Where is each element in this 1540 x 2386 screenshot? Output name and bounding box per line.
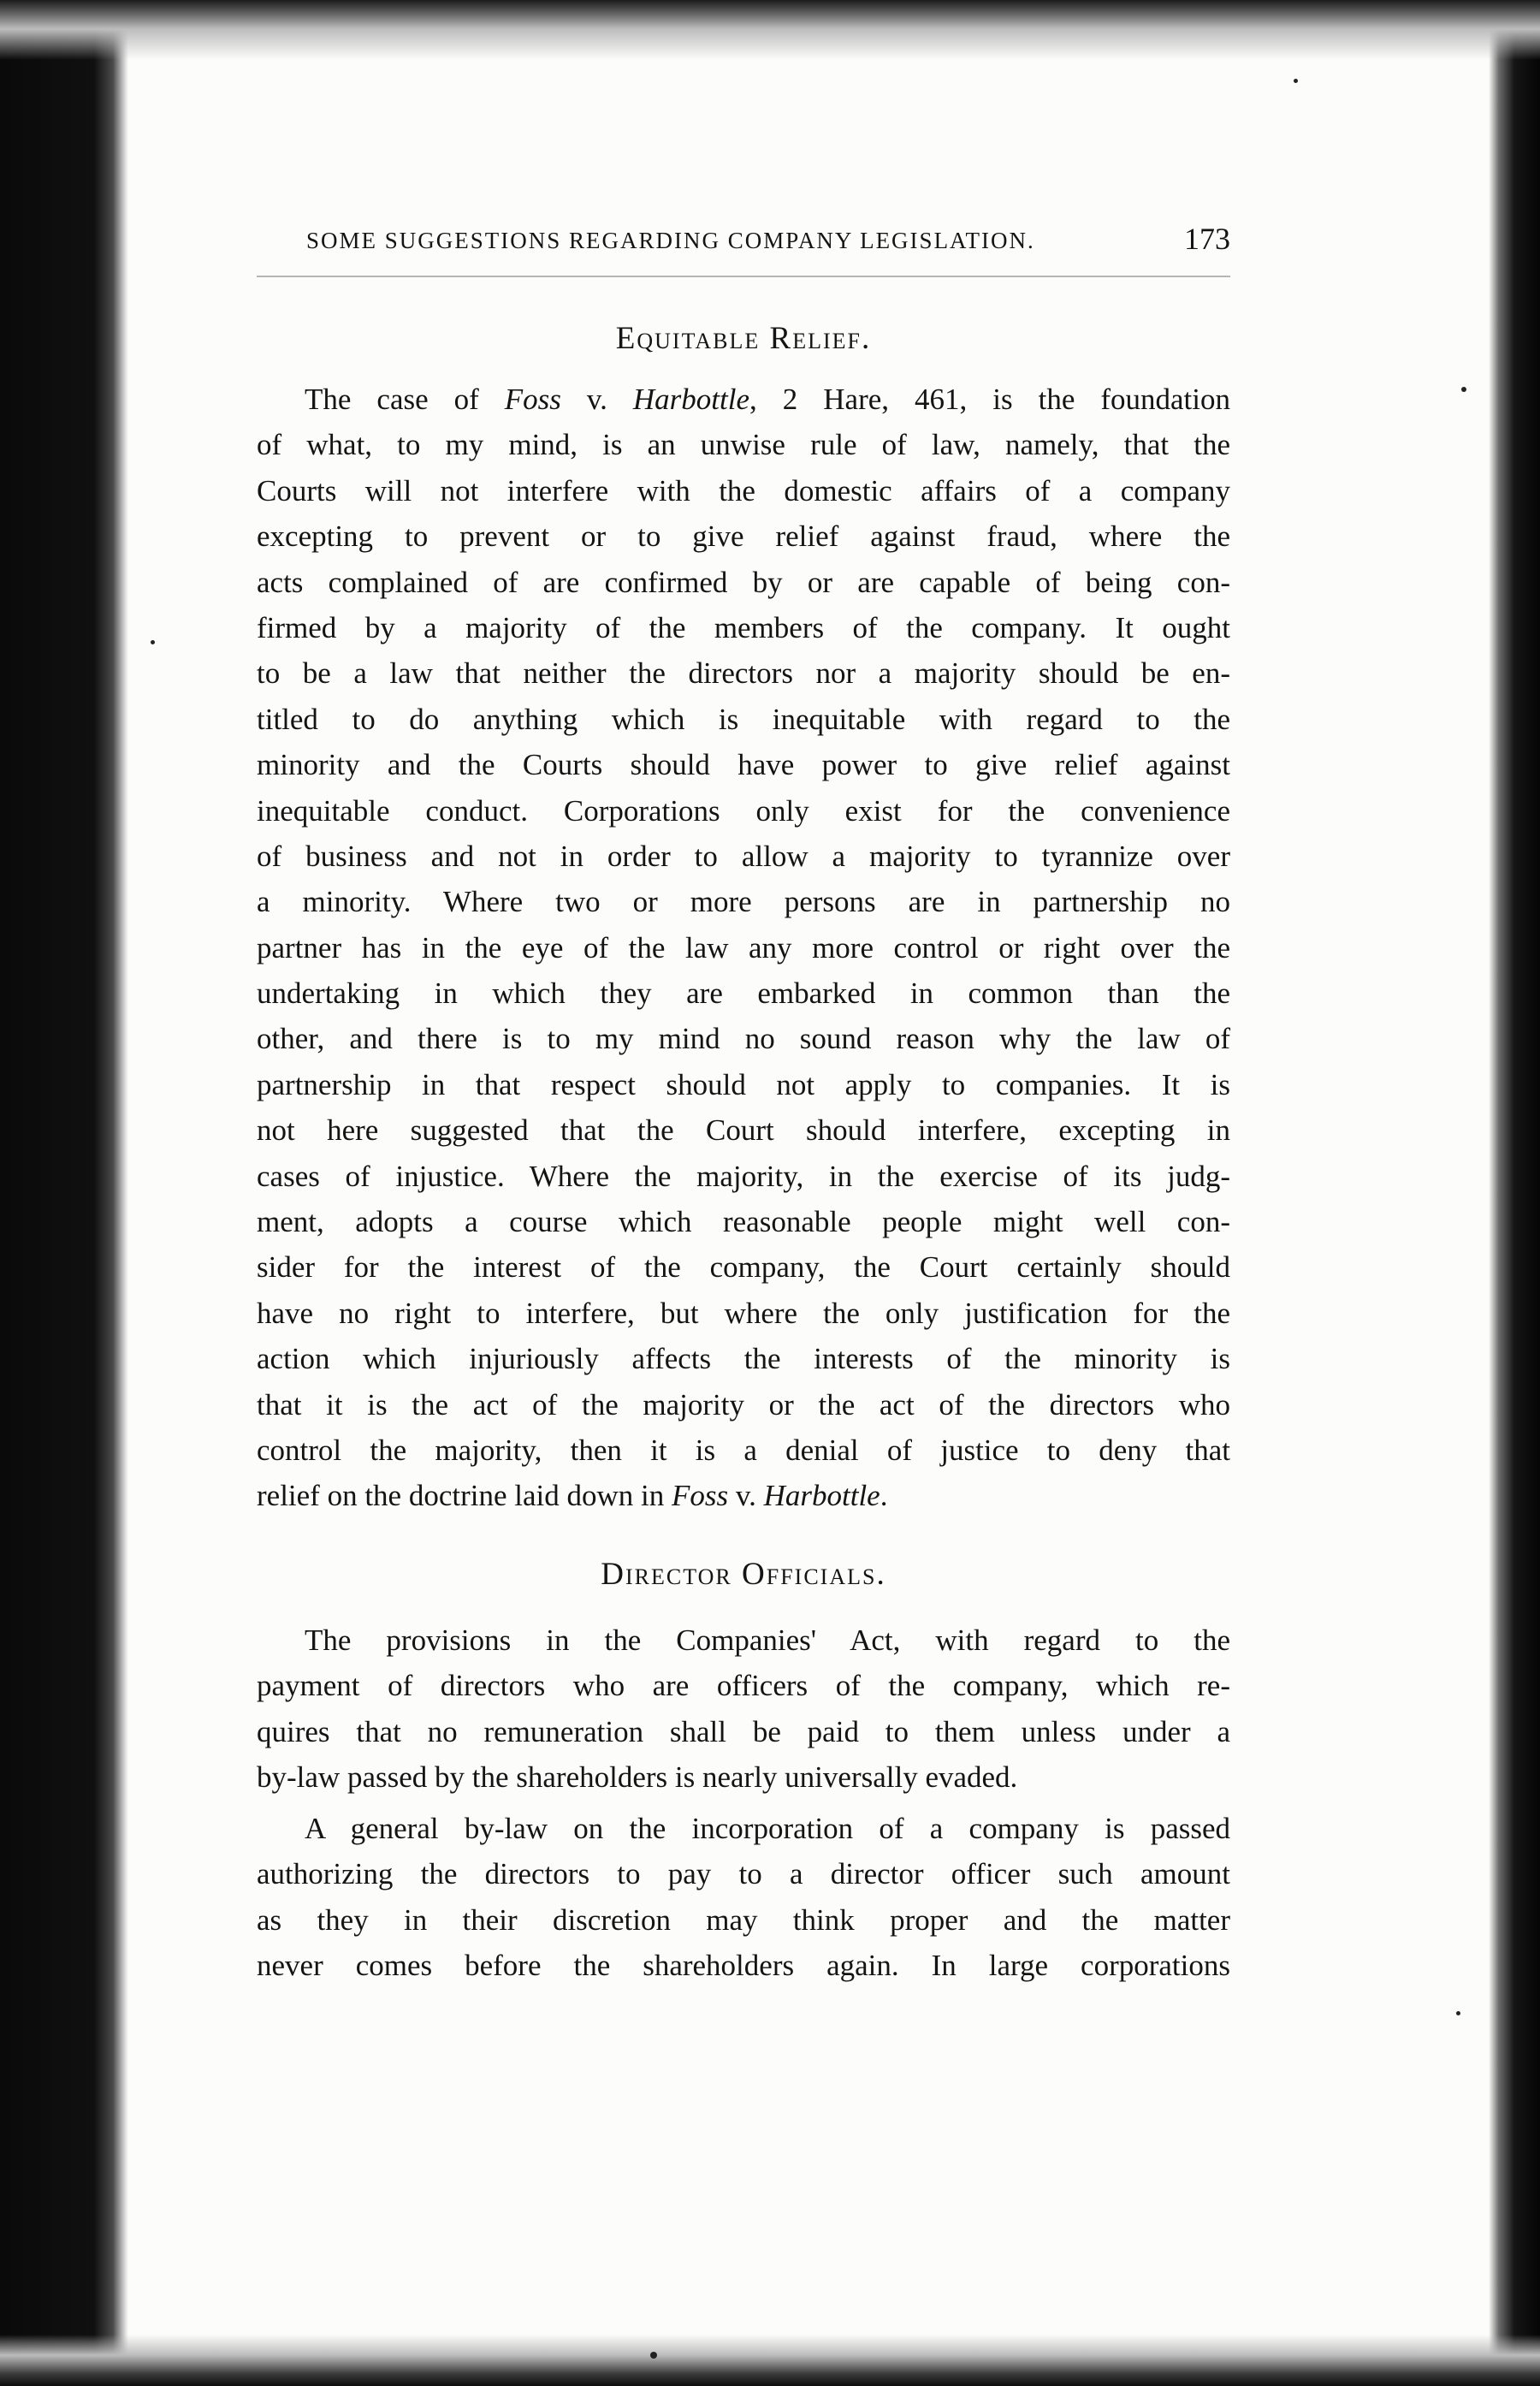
section2-paragraph-2 — [257, 1806, 1230, 1989]
text-line: by-law passed by the shareholders is nearly universally evaded. — [257, 1760, 1018, 1795]
text-line: control the majority, then it is a denial of justice to deny that — [257, 1433, 1230, 1467]
scan-speck — [1456, 2011, 1460, 2015]
running-head — [306, 224, 1230, 265]
section-heading-director-officials: Director Officials. — [601, 1557, 886, 1592]
text-line: relief on the doctrine laid down in Foss v. Harbottle. — [257, 1479, 888, 1513]
text-line: to be a law that neither the directors nor a majority should be en- — [257, 656, 1230, 691]
text-line: minority and the Courts should have power to give relief against — [257, 748, 1230, 782]
section1-paragraph — [257, 377, 1230, 1519]
text-line: other, and there is to my mind no sound reason why the law of — [257, 1022, 1230, 1056]
scan-shadow-bottom — [0, 2335, 1540, 2386]
text-line: firmed by a majority of the members of the company. It ought — [257, 610, 1230, 644]
text-line: have no right to interfere, but where the only justification for the — [257, 1296, 1230, 1330]
scan-shadow-top — [0, 0, 1540, 60]
text-line: sider for the interest of the company, the Court certainly should — [257, 1250, 1230, 1285]
text-line: titled to do anything which is inequitable with regard to the — [257, 702, 1230, 736]
scan-speck — [1461, 387, 1466, 392]
scan-shadow-left — [0, 0, 128, 2386]
text-line: never comes before the shareholders again. In large corporations — [257, 1949, 1230, 1983]
text-line: of what, to my mind, is an unwise rule of law, namely, that the — [257, 428, 1230, 462]
text-line: as they in their discretion may think proper and the matter — [257, 1902, 1230, 1937]
scan-speck — [650, 2352, 657, 2359]
text-line: excepting to prevent or to give relief against fraud, where the — [257, 519, 1230, 554]
text-line: not here suggested that the Court should interfere, excepting in — [257, 1113, 1230, 1148]
running-head-title: SOME SUGGESTIONS REGARDING COMPANY LEGISLATION. — [306, 228, 1035, 253]
scan-speck — [151, 640, 155, 644]
text-line: inequitable conduct. Corporations only exist for the convenience — [257, 793, 1230, 828]
text-line: a minority. Where two or more persons are in partnership no — [257, 885, 1230, 919]
text-line: The provisions in the Companies' Act, with regard to the — [305, 1623, 1230, 1657]
text-line: action which injuriously affects the interests of the minority is — [257, 1342, 1230, 1376]
text-line: ment, adopts a course which reasonable people might well con- — [257, 1205, 1230, 1239]
text-line: The case of Foss v. Harbottle, 2 Hare, 461, is the foundation — [305, 383, 1230, 416]
header-rule — [257, 276, 1230, 277]
page-number: 173 — [1184, 222, 1230, 256]
text-line: cases of injustice. Where the majority, in the exercise of its judg- — [257, 1159, 1230, 1193]
section-heading-equitable-relief: Equitable Relief. — [615, 321, 872, 356]
text-line: payment of directors who are officers of the company, which re- — [257, 1669, 1230, 1703]
text-line: acts complained of are confirmed by or are capable of being con- — [257, 565, 1230, 599]
text-line: that it is the act of the majority or the act of the directors who — [257, 1387, 1230, 1422]
text-line: Courts will not interfere with the domestic affairs of a company — [257, 473, 1230, 507]
text-line: of business and not in order to allow a majority to tyrannize over — [257, 839, 1230, 873]
text-line: authorizing the directors to pay to a director officer such amount — [257, 1857, 1230, 1891]
scan-shadow-right — [1489, 0, 1540, 2386]
text-line: undertaking in which they are embarked in common than the — [257, 976, 1230, 1011]
text-line: quires that no remuneration shall be paid to them unless under a — [257, 1714, 1230, 1748]
text-line: partner has in the eye of the law any more control or right over the — [257, 930, 1230, 964]
scan-speck — [1294, 79, 1298, 83]
text-line: A general by-law on the incorporation of a company is passed — [305, 1812, 1230, 1845]
text-line: partnership in that respect should not apply to companies. It is — [257, 1067, 1230, 1101]
section2-paragraph-1 — [257, 1617, 1230, 1801]
